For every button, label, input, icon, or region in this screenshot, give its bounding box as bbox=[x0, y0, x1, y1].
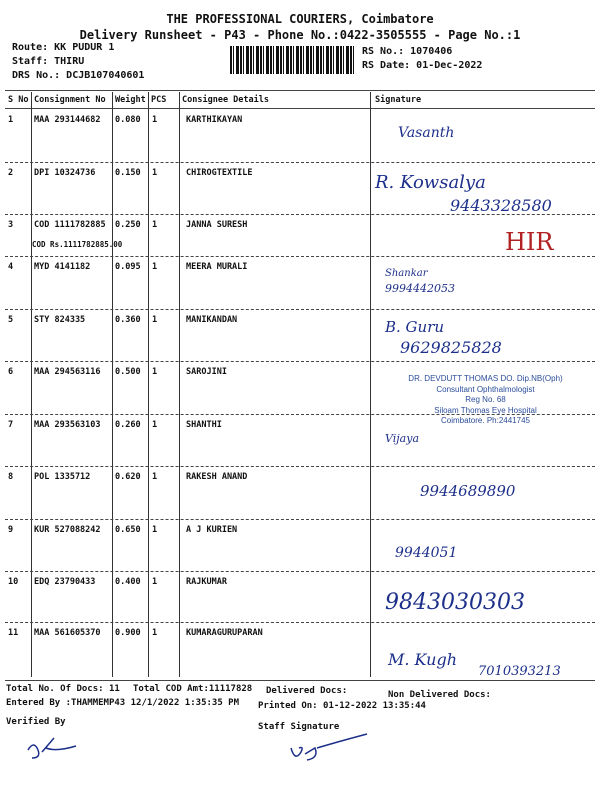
signature-5: B. Guru bbox=[385, 318, 445, 336]
row-separator bbox=[5, 571, 595, 572]
staff-signature-mark bbox=[285, 730, 375, 775]
signature-2-phone: 9443328580 bbox=[450, 196, 552, 215]
row-separator bbox=[5, 519, 595, 520]
row-sno: 5 bbox=[8, 315, 14, 325]
stamp-line-5: Coimbatore. Ph:2441745 bbox=[441, 416, 530, 425]
signature-8: 9944689890 bbox=[420, 482, 516, 500]
stamp-line-4: Siloam Thomas Eye Hospital bbox=[434, 405, 537, 415]
row-consignee: CHIROGTEXTILE bbox=[186, 168, 253, 178]
staff-signature-label: Staff Signature bbox=[258, 722, 340, 732]
col-header-consignment: Consignment No bbox=[34, 95, 106, 105]
verified-by-label: Verified By bbox=[6, 717, 66, 727]
row-consignment: STY 824335 bbox=[34, 315, 86, 325]
row-weight: 0.250 bbox=[115, 220, 141, 230]
row-weight: 0.260 bbox=[115, 420, 141, 430]
entered-by: Entered By :THAMMEMP43 12/1/2022 1:35:35 PM bbox=[6, 698, 239, 708]
row-cod-note: COD Rs.1111782885.00 bbox=[32, 240, 123, 249]
row-pcs: 1 bbox=[152, 472, 158, 482]
row-sno: 8 bbox=[8, 472, 14, 482]
col-divider bbox=[148, 92, 149, 677]
table-header-rule bbox=[5, 108, 595, 109]
row-weight: 0.500 bbox=[115, 367, 141, 377]
printed-on: Printed On: 01-12-2022 13:35:44 bbox=[258, 701, 426, 711]
col-divider bbox=[112, 92, 113, 677]
col-divider bbox=[370, 92, 371, 677]
runsheet-subtitle: Delivery Runsheet - P43 - Phone No.:0422-3505555 - Page No.:1 bbox=[79, 28, 521, 42]
row-consignee: RAKESH ANAND bbox=[186, 472, 248, 482]
row-pcs: 1 bbox=[152, 628, 158, 638]
stamp-line-2: Consultant Ophthalmologist bbox=[436, 384, 535, 394]
row-sno: 11 bbox=[8, 628, 19, 638]
signature-7: Vijaya bbox=[385, 432, 420, 445]
row-consignee: RAJKUMAR bbox=[186, 577, 227, 587]
row-sno: 7 bbox=[8, 420, 14, 430]
row-separator bbox=[5, 162, 595, 163]
row-weight: 0.080 bbox=[115, 115, 141, 125]
row-consignee: SAROJINI bbox=[186, 367, 227, 377]
row-consignment: COD 1111782885 bbox=[34, 220, 106, 230]
row-pcs: 1 bbox=[152, 220, 158, 230]
row-pcs: 1 bbox=[152, 262, 158, 272]
signature-1: Vasanth bbox=[398, 125, 455, 141]
row-consignee: SHANTHI bbox=[186, 420, 222, 430]
non-delivered-docs: Non Delivered Docs: bbox=[388, 690, 491, 700]
staff: Staff: THIRU bbox=[12, 56, 85, 67]
row-consignment: KUR 527088242 bbox=[34, 525, 101, 535]
row-pcs: 1 bbox=[152, 115, 158, 125]
stamp-line-3: Reg No. 68 bbox=[465, 395, 506, 404]
row-separator bbox=[5, 361, 595, 362]
row-consignment: MAA 293563103 bbox=[34, 420, 101, 430]
row-separator bbox=[5, 466, 595, 467]
row-consignment: DPI 10324736 bbox=[34, 168, 96, 178]
company-title: THE PROFESSIONAL COURIERS, Coimbatore bbox=[166, 12, 434, 26]
row-weight: 0.620 bbox=[115, 472, 141, 482]
row-weight: 0.360 bbox=[115, 315, 141, 325]
total-docs: Total No. Of Docs: 11 bbox=[6, 684, 120, 694]
col-header-weight: Weight bbox=[115, 95, 146, 105]
row-consignee: MEERA MURALI bbox=[186, 262, 248, 272]
row-separator bbox=[5, 256, 595, 257]
row-pcs: 1 bbox=[152, 315, 158, 325]
row-pcs: 1 bbox=[152, 525, 158, 535]
rs-date: RS Date: 01-Dec-2022 bbox=[362, 60, 483, 71]
row-pcs: 1 bbox=[152, 367, 158, 377]
row-consignee: A J KURIEN bbox=[186, 525, 238, 535]
doctor-stamp bbox=[378, 374, 593, 427]
row-consignee: KUMARAGURUPARAN bbox=[186, 628, 263, 638]
signature-2: R. Kowsalya bbox=[375, 172, 486, 193]
signature-4: Shankar bbox=[385, 268, 428, 279]
col-header-sno: S No bbox=[8, 95, 29, 105]
signature-11: M. Kugh bbox=[388, 650, 458, 669]
verified-signature-mark bbox=[20, 730, 100, 770]
row-pcs: 1 bbox=[152, 168, 158, 178]
row-weight: 0.400 bbox=[115, 577, 141, 587]
row-consignment: MAA 293144682 bbox=[34, 115, 101, 125]
drs-number: DRS No.: DCJB107040601 bbox=[12, 70, 145, 81]
row-consignment: MYD 4141182 bbox=[34, 262, 91, 272]
table-top-rule bbox=[5, 90, 595, 91]
row-sno: 2 bbox=[8, 168, 14, 178]
row-sno: 4 bbox=[8, 262, 14, 272]
row-sno: 3 bbox=[8, 220, 14, 230]
row-sno: 9 bbox=[8, 525, 14, 535]
row-consignee: MANIKANDAN bbox=[186, 315, 238, 325]
signature-9: 9944051 bbox=[395, 545, 458, 561]
row-pcs: 1 bbox=[152, 420, 158, 430]
row-sno: 10 bbox=[8, 577, 19, 587]
row-weight: 0.095 bbox=[115, 262, 141, 272]
row-weight: 0.900 bbox=[115, 628, 141, 638]
col-divider bbox=[179, 92, 180, 677]
total-cod: Total COD Amt:11117828 bbox=[133, 684, 253, 694]
row-weight: 0.650 bbox=[115, 525, 141, 535]
row-consignment: MAA 294563116 bbox=[34, 367, 101, 377]
row-sno: 6 bbox=[8, 367, 14, 377]
signature-11-phone: 7010393213 bbox=[478, 664, 561, 679]
signature-4-phone: 9994442053 bbox=[385, 282, 455, 295]
row-consignment: POL 1335712 bbox=[34, 472, 91, 482]
route: Route: KK PUDUR 1 bbox=[12, 42, 115, 53]
row-pcs: 1 bbox=[152, 577, 158, 587]
signature-5-phone: 9629825828 bbox=[400, 338, 502, 357]
row-sno: 1 bbox=[8, 115, 14, 125]
row-consignment: EDQ 23790433 bbox=[34, 577, 96, 587]
rs-number: RS No.: 1070406 bbox=[362, 46, 453, 57]
row-weight: 0.150 bbox=[115, 168, 141, 178]
col-header-signature: Signature bbox=[375, 95, 422, 105]
row-separator bbox=[5, 309, 595, 310]
col-divider bbox=[31, 92, 32, 677]
col-header-consignee: Consignee Details bbox=[182, 95, 269, 105]
table-bottom-rule bbox=[5, 680, 595, 681]
signature-3: HIR bbox=[505, 228, 554, 256]
col-header-pcs: PCS bbox=[151, 95, 167, 105]
row-consignment: MAA 561605370 bbox=[34, 628, 101, 638]
stamp-line-1: DR. DEVDUTT THOMAS DO. Dip.NB(Oph) bbox=[408, 374, 563, 383]
row-consignee: KARTHIKAYAN bbox=[186, 115, 243, 125]
signature-10: 9843030303 bbox=[385, 590, 525, 615]
barcode bbox=[230, 46, 355, 74]
row-consignee: JANNA SURESH bbox=[186, 220, 248, 230]
row-separator bbox=[5, 622, 595, 623]
delivered-docs: Delivered Docs: bbox=[266, 686, 348, 696]
